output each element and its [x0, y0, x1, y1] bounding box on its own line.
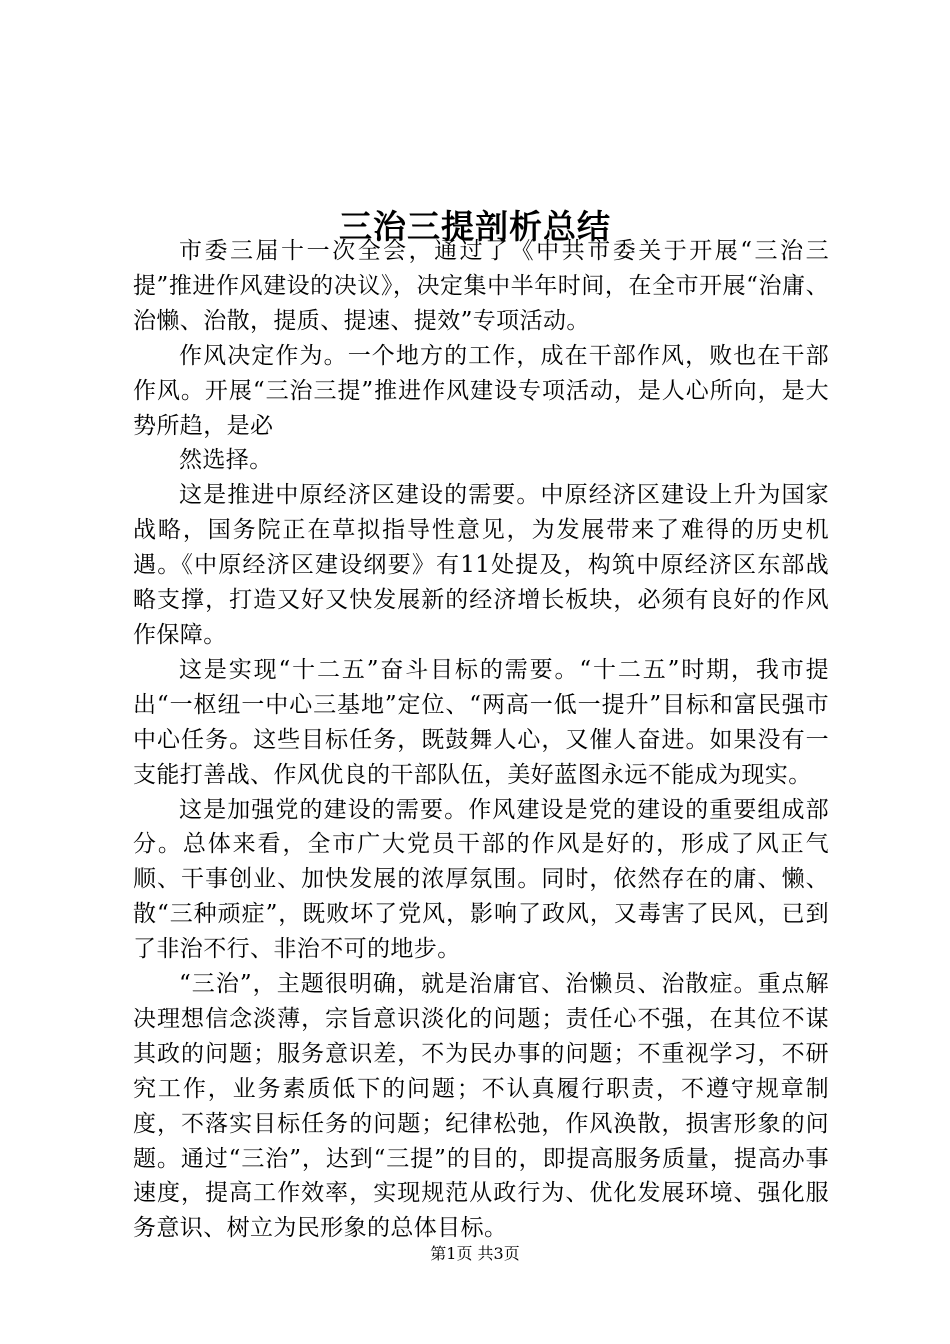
- paragraph: 这是推进中原经济区建设的需要。中原经济区建设上升为国家战略，国务院正在草拟指导性意见，为发展带来了难得的历史机遇。《中原经济区建设纲要》有11处提及，构筑中原经济区东部战略支撑，打造又好又快发展新的经济增长板块，必须有良好的作风作保障。: [133, 482, 829, 648]
- document-body: [133, 234, 829, 1246]
- paragraph: 这是实现“十二五”奋斗目标的需要。“十二五”时期，我市提出“一枢纽一中心三基地”定位、“两高一低一提升”目标和富民强市中心任务。这些目标任务，既鼓舞人心，又催人奋进。如果没有一支能打善战、作风优良的干部队伍，美好蓝图永远不能成为现实。: [133, 656, 829, 788]
- paragraph: 这是加强党的建设的需要。作风建设是党的建设的重要组成部分。总体来看，全市广大党员干部的作风是好的，形成了风正气顺、干事创业、加快发展的浓厚氛围。同时，依然存在的庸、懒、散“三种顽症”，既败坏了党风，影响了政风，又毒害了民风，已到了非治不行、非治不可的地步。: [133, 796, 829, 963]
- paragraph: “三治”，主题很明确，就是治庸官、治懒员、治散症。重点解决理想信念淡薄，宗旨意识淡化的问题；责任心不强，在其位不谋其政的问题；服务意识差，不为民办事的问题；不重视学习，不研究工作，业务素质低下的问题；不认真履行职责，不遵守规章制度，不落实目标任务的问题；纪律松弛，作风涣散，损害形象的问题。通过“三治”，达到“三提”的目的，即提高服务质量，提高办事速度，提高工作效率，实现规范从政行为、优化发展环境、强化服务意识、树立为民形象的总体目标。: [133, 971, 829, 1242]
- paragraph: 市委三届十一次全会，通过了《中共市委关于开展“三治三提”推进作风建设的决议》，决定集中半年时间，在全市开展“治庸、治懒、治散，提质、提速、提效”专项活动。: [133, 238, 829, 334]
- page-number-footer: 第1页 共3页: [430, 1244, 520, 1263]
- paragraph: 然选择。: [179, 447, 273, 474]
- paragraph: 作风决定作为。一个地方的工作，成在干部作风，败也在干部作风。开展“三治三提”推进作风建设专项活动，是人心所向，是大势所趋，是必: [133, 342, 829, 439]
- page-title: 三治三提剖析总结: [339, 207, 611, 247]
